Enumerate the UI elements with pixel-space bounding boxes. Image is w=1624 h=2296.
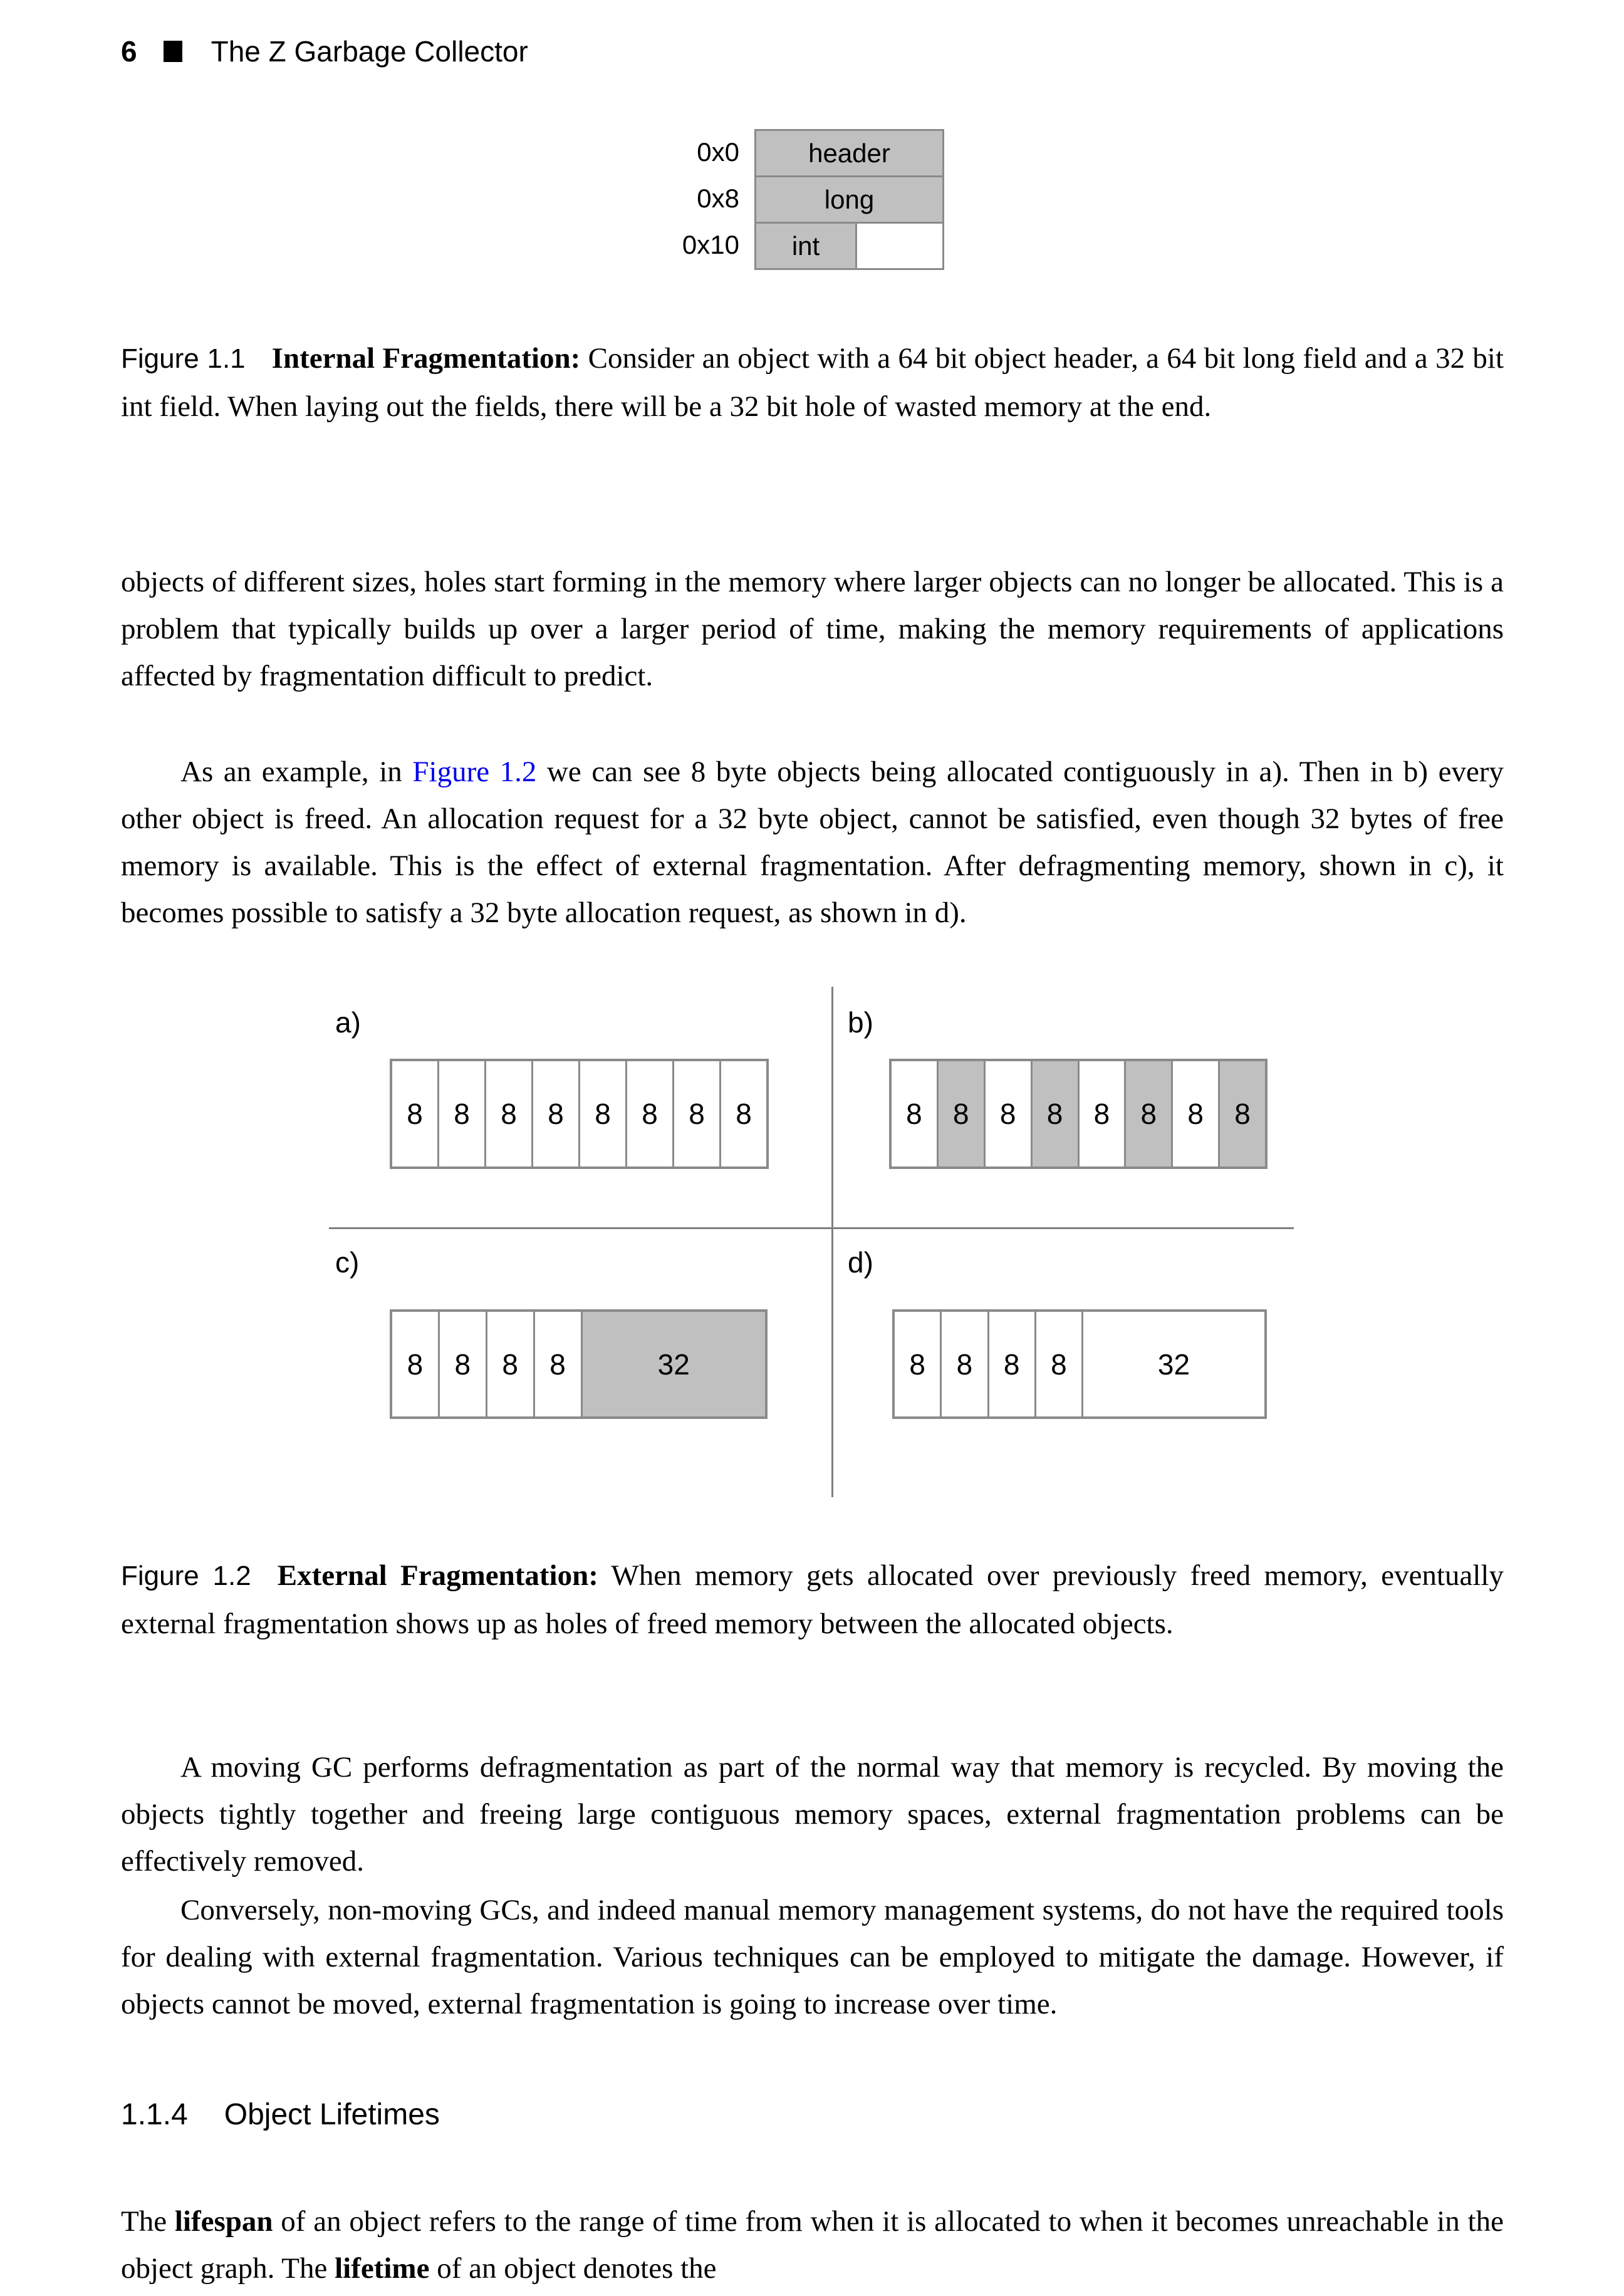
term-lifespan: lifespan [174, 2205, 273, 2238]
caption-text: When memory gets allocated over previously freed memory, eventually external fragmentation shows up as holes of freed memory between the allocated objects. [121, 1559, 1504, 1640]
memory-cell: 8 [486, 1312, 533, 1416]
paragraph-text: As an example, in [180, 756, 413, 788]
figure-1-1 [675, 129, 944, 270]
quadrant-label-a: a) [335, 1006, 361, 1039]
memory-cell: 32 [1081, 1312, 1264, 1416]
memory-cell: 8 [437, 1061, 484, 1166]
figure-1-2 [282, 977, 1347, 1529]
paragraph-text: of an object refers to the range of time from when it is allocated to when it becomes unreachable in the object graph. The [121, 2205, 1504, 2285]
offset-label: 0x8 [697, 184, 739, 213]
memory-block-c [390, 1309, 768, 1419]
quadrant-divider-vertical [831, 987, 833, 1497]
caption-figure-1-1 [121, 335, 1504, 431]
memory-cell: 8 [438, 1312, 486, 1416]
quadrant-label-d: d) [848, 1246, 873, 1279]
memory-cell: 8 [578, 1061, 625, 1166]
field-int-cell: int [756, 224, 857, 268]
field-row-header: header [756, 131, 942, 175]
object-layout-table [754, 129, 944, 270]
memory-block-b [889, 1059, 1267, 1169]
memory-cell: 32 [581, 1312, 766, 1416]
memory-cell: 8 [484, 1061, 531, 1166]
memory-cell: 8 [1124, 1061, 1171, 1166]
memory-cell: 8 [984, 1061, 1031, 1166]
memory-cell: 8 [1078, 1061, 1125, 1166]
paragraph-example [121, 749, 1504, 937]
square-bullet-icon [164, 41, 182, 62]
field-row-long: long [756, 175, 942, 222]
page-number: 6 [121, 35, 137, 68]
wasted-memory-hole [857, 224, 942, 268]
caption-figure-1-2 [121, 1552, 1504, 1648]
memory-cell: 8 [1031, 1061, 1078, 1166]
paragraph-text: we can see 8 byte objects being allocated contiguously in a). Then in b) every other object is freed. An allocation request for a 32 byte object, cannot be satisfied, even though 32 bytes of free memory is available. This is the effect of external fragmentation. After defragmenting memory, shown in c), it becomes possible to satisfy a 32 byte allocation request, as shown in d). [121, 756, 1504, 929]
paragraph-fragmentation: objects of different sizes, holes start forming in the memory where larger objects can no longer be allocated. This is a problem that typically builds up over a larger period of time, making the memory requirements of applications affected by fragmentation difficult to predict. [121, 566, 1504, 692]
section-title: Object Lifetimes [224, 2098, 440, 2131]
figure-label: Figure 1.2 [121, 1561, 251, 1591]
quadrant-label-c: c) [335, 1246, 360, 1279]
memory-cell: 8 [892, 1061, 937, 1166]
figure-title: Internal Fragmentation: [271, 342, 581, 375]
offset-label: 0x10 [682, 230, 739, 259]
memory-cell: 8 [672, 1061, 719, 1166]
memory-cell: 8 [987, 1312, 1034, 1416]
memory-cell: 8 [895, 1312, 940, 1416]
section-heading [121, 2097, 440, 2132]
memory-cell: 8 [1218, 1061, 1265, 1166]
paragraph-non-moving-gc: Conversely, non-moving GCs, and indeed manual memory management systems, do not have the required tools for dealing with external fragmentation. Various techniques can be employed to mitigate the damage. However, if objects cannot be moved, external fragmentation is going to increase over time. [121, 1894, 1504, 2020]
paragraph-moving-gc: A moving GC performs defragmentation as part of the normal way that memory is recycled. By moving the objects tightly together and freeing large contiguous memory spaces, external fragmentation problems can be effectively removed. [121, 1751, 1504, 1878]
memory-cell: 8 [1171, 1061, 1218, 1166]
figure-1-2-link[interactable]: Figure 1.2 [412, 756, 537, 788]
memory-cell: 8 [940, 1312, 987, 1416]
memory-cell: 8 [533, 1312, 581, 1416]
memory-cell: 8 [937, 1061, 984, 1166]
page-header [121, 34, 528, 68]
caption-text: Consider an object with a 64 bit object header, a 64 bit long field and a 32 bit int field. When laying out the fields, there will be a 32 bit hole of wasted memory at the end. [121, 342, 1504, 423]
paragraph-text: The [121, 2205, 175, 2238]
memory-block-a [390, 1059, 769, 1169]
paragraph-text: of an object denotes the [429, 2252, 717, 2285]
memory-block-d [892, 1309, 1267, 1419]
section-number: 1.1.4 [121, 2098, 188, 2131]
offset-labels [675, 129, 754, 270]
figure-title: External Fragmentation: [277, 1559, 598, 1592]
field-row-int [756, 222, 942, 268]
quadrant-divider-horizontal [329, 1227, 1294, 1229]
quadrant-label-b: b) [848, 1006, 873, 1039]
memory-cell: 8 [531, 1061, 578, 1166]
memory-cell: 8 [1034, 1312, 1081, 1416]
memory-cell: 8 [392, 1312, 438, 1416]
memory-cell: 8 [719, 1061, 766, 1166]
memory-cell: 8 [625, 1061, 672, 1166]
memory-cell: 8 [392, 1061, 437, 1166]
chapter-title: The Z Garbage Collector [211, 35, 528, 68]
offset-label: 0x0 [697, 137, 739, 167]
term-lifetime: lifetime [335, 2252, 430, 2285]
figure-label: Figure 1.1 [121, 343, 246, 374]
paragraph-object-lifetimes [121, 2198, 1504, 2292]
